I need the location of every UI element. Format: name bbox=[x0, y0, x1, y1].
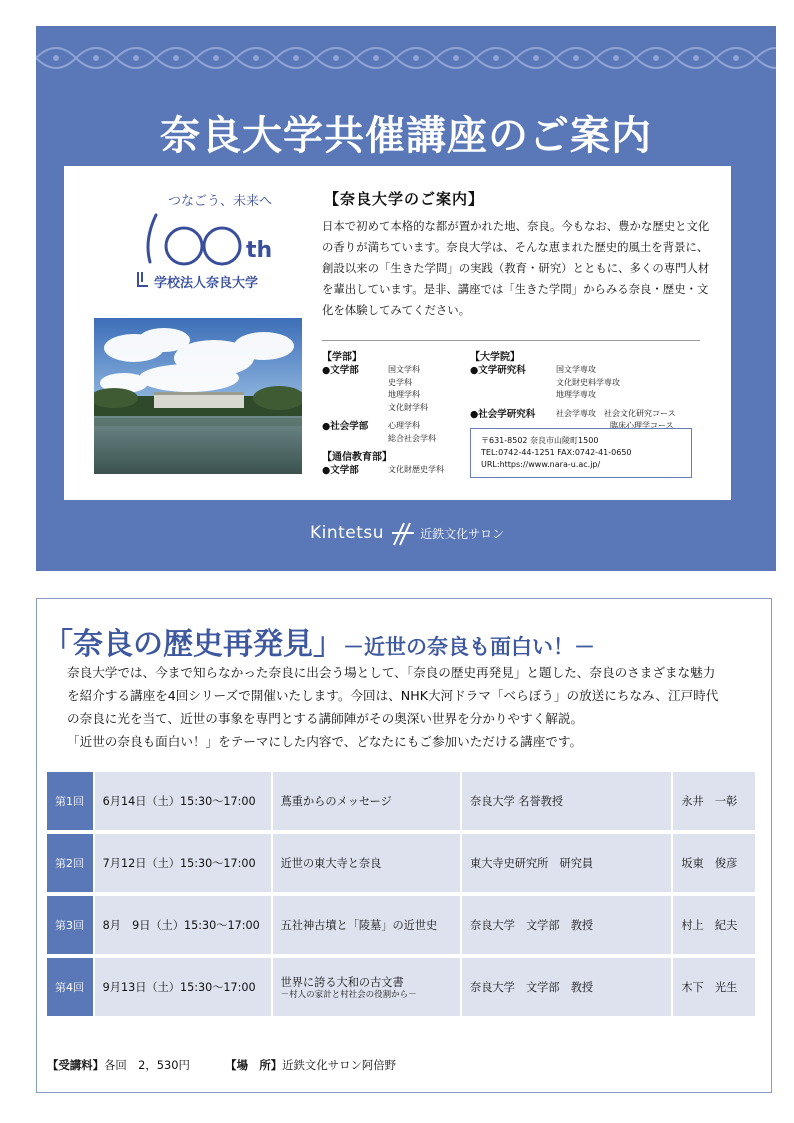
theme-title: 蔦重からのメッセージ bbox=[280, 795, 392, 808]
description-line: を紹介する講座を4回シリーズで開催いたします。今回は、NHK大河ドラマ「べらぼう」の放送にちなみ、江戸時代 bbox=[67, 688, 719, 703]
graduate-section bbox=[470, 351, 676, 433]
graduate-heading: 【大学院】 bbox=[470, 352, 520, 363]
course-title bbox=[43, 619, 595, 663]
dept-item: 文化財学科 bbox=[388, 402, 428, 412]
table-row bbox=[47, 896, 757, 958]
dept-item: 地理学専攻 bbox=[556, 390, 596, 399]
session-number: 第1回 bbox=[47, 772, 95, 834]
table-row bbox=[47, 834, 757, 896]
faculty-section bbox=[322, 351, 444, 477]
logo-tagline: つなごう、未来へ bbox=[168, 194, 273, 209]
dept-list bbox=[388, 420, 436, 445]
dept-list bbox=[388, 464, 444, 477]
session-number: 第4回 bbox=[47, 958, 95, 1020]
divider bbox=[322, 340, 700, 341]
dept-name: ●社会学研究科 bbox=[470, 408, 536, 420]
page-title: 奈良大学共催講座のご案内 bbox=[160, 113, 652, 159]
dept-row bbox=[322, 420, 444, 445]
salon-name: 近鉄文化サロン bbox=[420, 526, 505, 541]
session-date: 7月12日（土）15:30〜17:00 bbox=[95, 834, 273, 896]
course-panel bbox=[36, 598, 772, 1093]
dept-item: 文化財史料学専攻 bbox=[556, 377, 620, 387]
theme-title: 近世の東大寺と奈良 bbox=[280, 857, 382, 870]
lecturer-name: 永井 一彰 bbox=[673, 772, 757, 834]
session-date: 9月13日（土）15:30〜17:00 bbox=[95, 958, 273, 1020]
dept-item: 国文学科 bbox=[388, 365, 420, 374]
dept-item: 総合社会学科 bbox=[388, 433, 436, 443]
theme-title: 五社神古墳と「陵墓」の近世史 bbox=[280, 919, 438, 932]
session-theme bbox=[273, 834, 462, 896]
anniversary-logo bbox=[96, 180, 306, 315]
dept-name: ●文学研究科 bbox=[470, 365, 526, 376]
campus-photo bbox=[94, 318, 302, 474]
dept-name: ●文学部 bbox=[322, 365, 359, 376]
dept-item: 地理学科 bbox=[388, 390, 420, 399]
dept-item: 臨床心理学コース bbox=[610, 421, 674, 430]
description-line: 「近世の奈良も面白い！」をテーマにした内容で、どなたにもご参加いただける講座です。 bbox=[67, 734, 583, 749]
table-row bbox=[47, 772, 757, 834]
sponsor-logo bbox=[310, 518, 504, 548]
website-link[interactable]: URL:https://www.nara-u.ac.jp/ bbox=[481, 460, 601, 469]
anniversary-100-icon bbox=[136, 210, 256, 270]
lecturer-name: 坂東 俊彦 bbox=[673, 834, 757, 896]
fee-label: 【受講料】 bbox=[47, 1058, 104, 1072]
theme-subtitle: －村人の家計と村社会の役割から－ bbox=[280, 990, 417, 1000]
address: 〒631-8502 奈良市山陵町1500 bbox=[481, 436, 599, 445]
session-date: 8月 9日（土）15:30〜17:00 bbox=[95, 896, 273, 958]
university-info-panel bbox=[36, 26, 776, 571]
dept-item: 国文学専攻 bbox=[556, 365, 596, 374]
dept-name: ●社会学部 bbox=[322, 421, 369, 432]
lecturer-affiliation: 東大寺史研究所 研究員 bbox=[462, 834, 673, 896]
intro-heading: 【奈良大学のご案内】 bbox=[324, 190, 485, 208]
logo-organization: 学校法人奈良大学 bbox=[154, 276, 259, 291]
dept-item: 史学科 bbox=[388, 377, 412, 387]
session-date: 6月14日（土）15:30〜17:00 bbox=[95, 772, 273, 834]
dept-item: 心理学科 bbox=[388, 421, 420, 430]
phone-fax: TEL:0742-44-1251 FAX:0742-41-0650 bbox=[481, 448, 632, 457]
dept-list bbox=[556, 364, 620, 402]
fee-and-venue bbox=[47, 1057, 396, 1073]
place-value: 近鉄文化サロン阿倍野 bbox=[282, 1058, 397, 1072]
session-theme bbox=[273, 772, 462, 834]
place-label: 【場 所】 bbox=[225, 1058, 283, 1072]
contact-box bbox=[470, 428, 692, 478]
lecturer-name: 村上 紀夫 bbox=[673, 896, 757, 958]
lecturer-affiliation: 奈良大学 名誉教授 bbox=[462, 772, 673, 834]
dept-row bbox=[322, 464, 444, 477]
lecturer-affiliation: 奈良大学 文学部 教授 bbox=[462, 958, 673, 1020]
dept-item: 文化財歴史学科 bbox=[388, 465, 444, 474]
session-theme bbox=[273, 958, 462, 1020]
intro-text: 日本で初めて本格的な都が置かれた地、奈良。今もなお、豊かな歴史と文化の香りが満ちています。奈良大学は、そんな恵まれた歴史的風土を背景に、創設以来の「生きた学問」の実践（教育・研究）とともに、多くの専門人材を輩出しています。是非、講座では「生きた学問」からみる奈良・歴史・文化を体験してみてください。 bbox=[322, 219, 710, 317]
kintetsu-brand: Kintetsu bbox=[310, 523, 385, 543]
lecturer-affiliation: 奈良大学 文学部 教授 bbox=[462, 896, 673, 958]
fee-value: 各回 2，530円 bbox=[103, 1058, 190, 1072]
description-line: 奈良大学では、今まで知らなかった奈良に出会う場として、「奈良の歴史再発見」と題した、奈良のさまざまな魅力 bbox=[67, 665, 716, 680]
theme-title: 世界に誇る大和の古文書 bbox=[280, 976, 404, 989]
session-number: 第3回 bbox=[47, 896, 95, 958]
session-theme bbox=[273, 896, 462, 958]
course-subtitle: －近世の奈良も面白い！－ bbox=[343, 635, 595, 659]
dept-item: 社会学専攻 社会文化研究コース bbox=[556, 408, 676, 418]
schedule-table bbox=[47, 772, 757, 1020]
dept-row bbox=[322, 364, 444, 414]
dept-name: ●文学部 bbox=[322, 465, 359, 476]
decorative-border-pattern bbox=[36, 34, 776, 82]
table-row bbox=[47, 958, 757, 1020]
salon-mark-icon bbox=[390, 519, 416, 547]
university-card bbox=[64, 166, 731, 500]
course-description bbox=[67, 661, 767, 753]
logo-suffix: th bbox=[246, 238, 273, 263]
correspondence-heading: 【通信教育部】 bbox=[322, 452, 392, 463]
dept-row bbox=[470, 364, 676, 402]
description-line: の奈良に光を当て、近世の事象を専門とする講師陣がその奥深い世界を分かりやすく解説。 bbox=[67, 711, 584, 726]
dept-list bbox=[388, 364, 428, 414]
faculty-heading: 【学部】 bbox=[322, 352, 362, 363]
session-number: 第2回 bbox=[47, 834, 95, 896]
lecturer-name: 木下 光生 bbox=[673, 958, 757, 1020]
course-title-main: 「奈良の歴史再発見」 bbox=[43, 627, 343, 662]
